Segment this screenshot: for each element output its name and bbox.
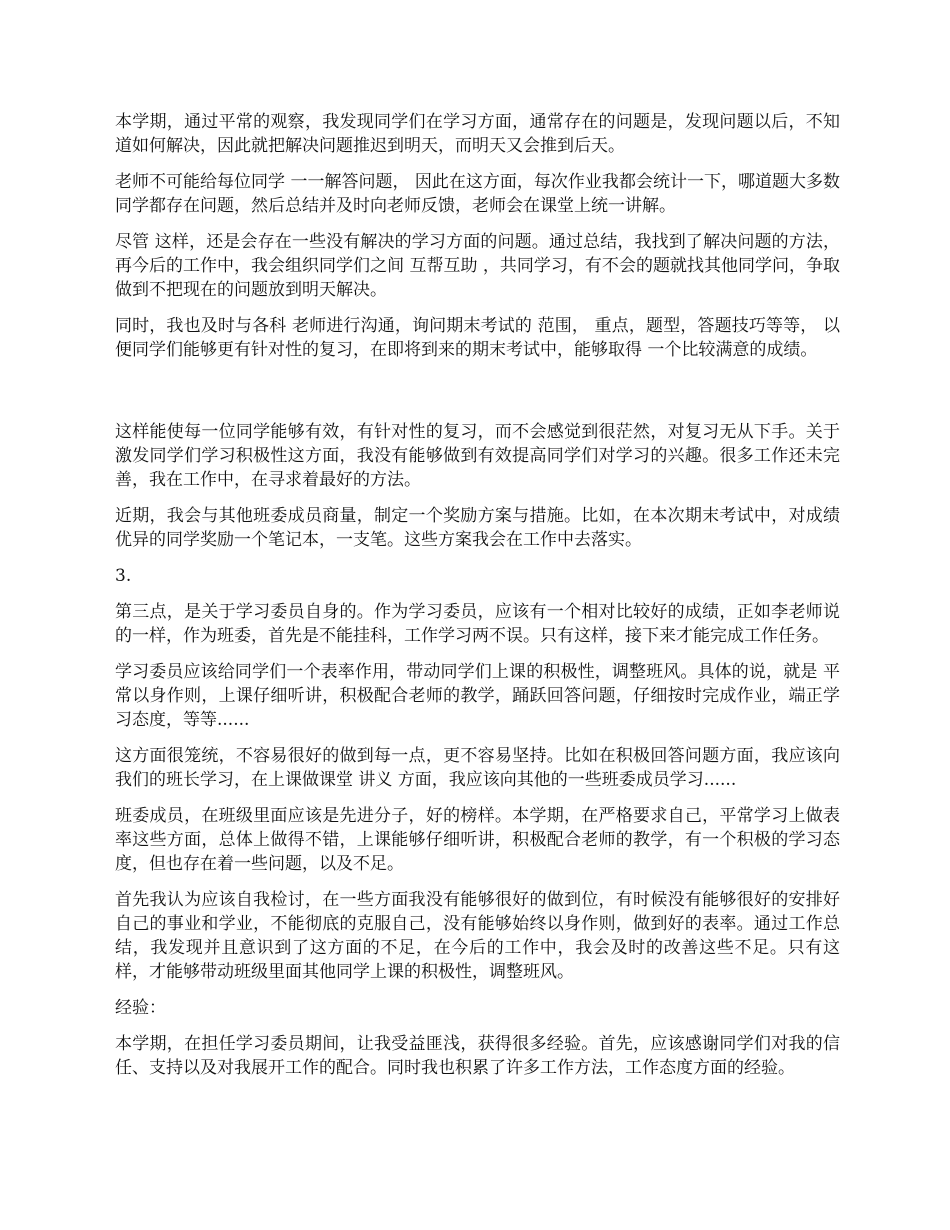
paragraph: 这方面很笼统，不容易很好的做到每一点，更不容易坚持。比如在积极回答问题方面，我应该向我们的班长学习，在上课做课堂 讲义 方面，我应该向其他的一些班委成员学习...... (115, 746, 840, 790)
paragraph: 本学期，通过平常的观察，我发现同学们在学习方面，通常存在的问题是，发现问题以后，不知道如何解决，因此就把解决问题推迟到明天，而明天又会推到后天。 (115, 112, 840, 156)
paragraph: 同时，我也及时与各科 老师进行沟通，询问期末考试的 范围， 重点，题型，答题技巧等等， 以便同学们能够更有针对性的复习，在即将到来的期末考试中，能够取得 一个比较满意的成绩。 (115, 316, 840, 360)
paragraph: 近期，我会与其他班委成员商量，制定一个奖励方案与措施。比如，在本次期末考试中，对成绩优异的同学奖励一个笔记本，一支笔。这些方案我会在工作中去落实。 (115, 506, 840, 550)
paragraph: 尽管 这样，还是会存在一些没有解决的学习方面的问题。通过总结，我找到了解决问题的方法，再今后的工作中，我会组织同学们之间 互帮互助 ，共同学习，有不会的题就找其他同学问，争取做到不把现在的问题放到明天解决。 (115, 232, 840, 300)
document-page (115, 110, 840, 1092)
section-heading: 经验： (115, 998, 166, 1018)
blank-gap (115, 374, 840, 420)
paragraph: 首先我认为应该自我检讨，在一些方面我没有能够很好的做到位，有时候没有能够很好的安排好自己的事业和学业，不能彻底的克服自己，没有能够始终以身作则，做到好的表率。通过工作总结，我发现并且意识到了这方面的不足，在今后的工作中，我会及时的改善这些不足。只有这样，才能够带动班级里面其他同学上课的积极性，调整班风。 (115, 890, 840, 982)
paragraph: 本学期，在担任学习委员期间，让我受益匪浅，获得很多经验。首先，应该感谢同学们对我的信任、支持以及对我展开工作的配合。同时我也积累了许多工作方法，工作态度方面的经验。 (115, 1034, 840, 1078)
paragraph: 老师不可能给每位同学 一一解答问题， 因此在这方面，每次作业我都会统计一下，哪道题大多数同学都存在问题，然后总结并及时向老师反馈，老师会在课堂上统一讲解。 (115, 172, 840, 216)
paragraph: 班委成员，在班级里面应该是先进分子，好的榜样。本学期，在严格要求自己，平常学习上做表率这些方面，总体上做得不错，上课能够仔细听讲，积极配合老师的教学，有一个积极的学习态度，但也存在着一些问题，以及不足。 (115, 806, 840, 874)
section-number: 3. (115, 566, 132, 586)
paragraph: 这样能使每一位同学能够有效，有针对性的复习，而不会感觉到很茫然，对复习无从下手。关于激发同学们学习积极性这方面，我没有能够做到有效提高同学们对学习的兴趣。很多工作还未完善，我在工作中，在寻求着最好的方法。 (115, 422, 840, 490)
paragraph: 学习委员应该给同学们一个表率作用，带动同学们上课的积极性，调整班风。具体的说，就是 平常以身作则，上课仔细听讲，积极配合老师的教学，踊跃回答问题，仔细按时完成作业，端正学习态度，等等...... (115, 662, 840, 730)
paragraph: 第三点，是关于学习委员自身的。作为学习委员，应该有一个相对比较好的成绩，正如李老师说的一样，作为班委，首先是不能挂科，工作学习两不误。只有这样，接下来才能完成工作任务。 (115, 602, 840, 646)
